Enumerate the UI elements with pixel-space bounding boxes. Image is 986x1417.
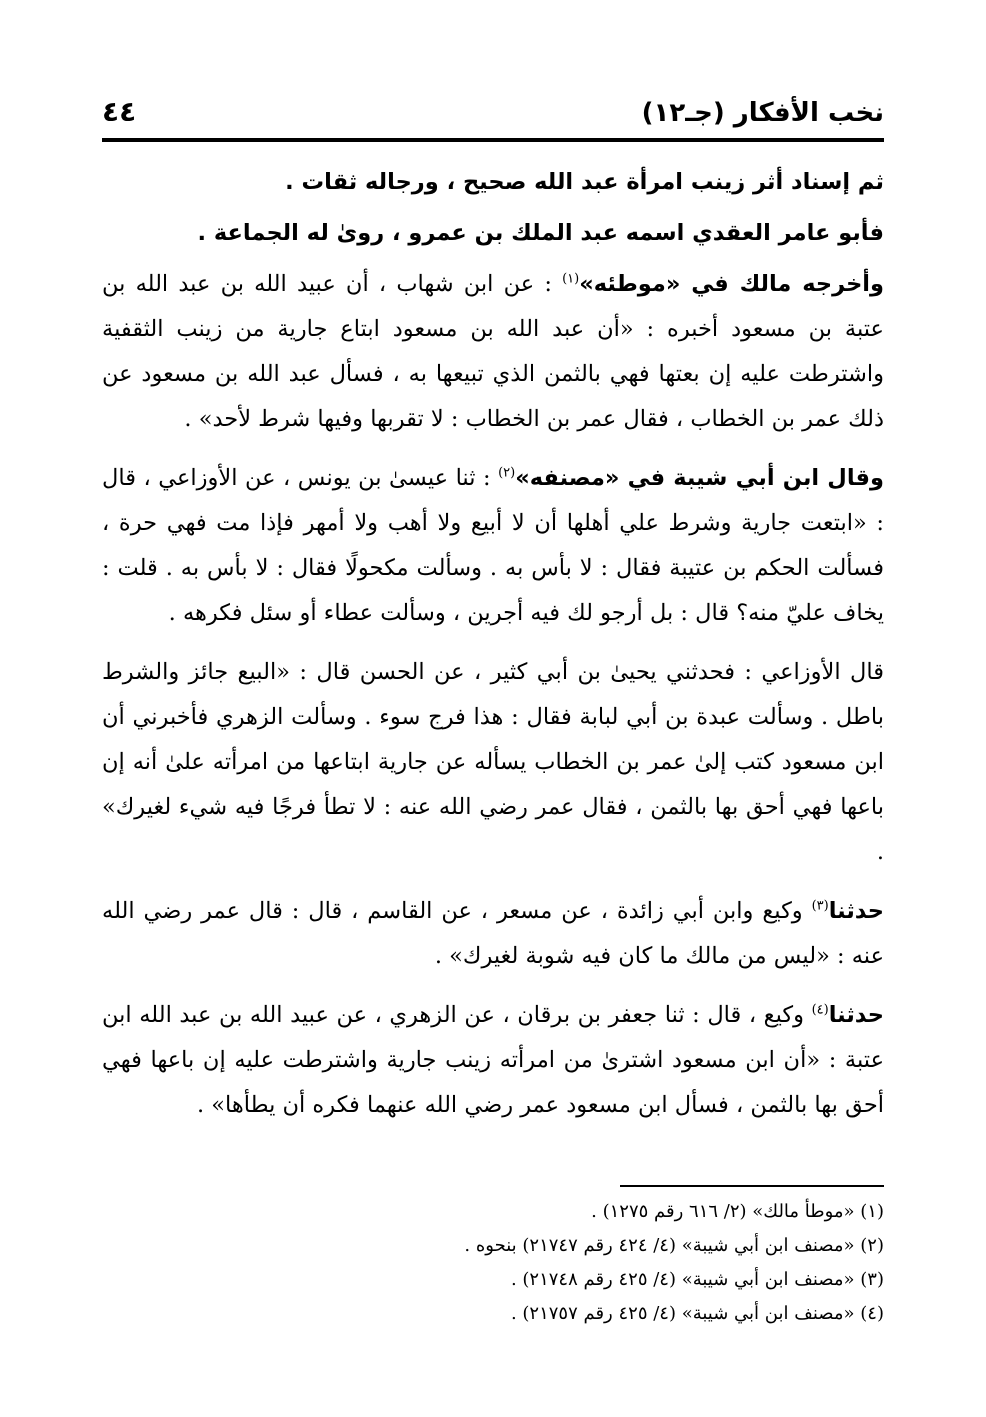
paragraph-2 [102,211,884,256]
footnote-4: (٤) «مصنف ابن أبي شيبة» (٤/ ٤٢٥ رقم ٢١٧٥٧) . [510,1303,884,1324]
paragraph-lead: وقال ابن أبي شيبة في «مصنفه» [515,465,884,491]
paragraph-3 [102,262,884,442]
paragraph-6 [102,889,884,979]
footnote-ref: (١) [562,271,580,287]
paragraph-text: وكيع وابن أبي زائدة ، عن مسعر ، عن القاسم ، قال : قال عمر رضي الله عنه : «ليس من مالك ما كان فيه شوبة لغيرك» . [102,898,884,969]
page-number: ٤٤ [102,95,137,128]
paragraph-4 [102,456,884,636]
page-header [102,86,884,128]
paragraph-7 [102,993,884,1128]
paragraph-1 [102,160,884,205]
footnote-ref: (٣) [811,898,829,914]
footnote-ref: (٢) [498,465,516,481]
footnote-rule [620,1185,884,1187]
paragraph-5 [102,650,884,875]
footnote-ref: (٤) [811,1002,829,1018]
paragraph-lead: حدثنا [828,898,884,924]
paragraph-lead: وأخرجه مالك في «موطئه» [579,271,884,297]
main-text [102,160,884,1134]
footnote-1: (١) «موطأ مالك» (٢/ ٦١٦ رقم ١٢٧٥) . [591,1201,884,1222]
paragraph-text: قال الأوزاعي : فحدثني يحيىٰ بن أبي كثير ، عن الحسن قال : «البيع جائز والشرط باطل . وسألت عبدة بن أبي لبابة فقال : هذا فرج سوء . وسألت الزهري فأخبرني أن ابن مسعود كتب إلىٰ عمر بن الخطاب يسأله عن جارية ابتاعها من امرأته علىٰ أنه إن باعها فهي أحق بها بالثمن ، فقال عمر رضي الله عنه : لا تطأ فرجًا فيه شيء لغيرك» . [102,659,884,865]
paragraph-text: : عن ابن شهاب ، أن عبيد الله بن عبد الله بن عتبة بن مسعود أخبره : «أن عبد الله بن مسعود ابتاع جارية من زينب الثقفية واشترطت عليه إن بعتها فهي بالثمن الذي تبيعها به ، فسأل عبد الله بن مسعود عن ذلك عمر بن الخطاب ، فقال عمر بن الخطاب : لا تقربها وفيها شرط لأحد» . [102,271,884,432]
header-rule [102,138,884,142]
footnote-2: (٢) «مصنف ابن أبي شيبة» (٤/ ٤٢٤ رقم ٢١٧٤٧) بنحوه . [464,1235,884,1256]
paragraph-text: ثم إسناد أثر زينب امرأة عبد الله صحيح ، ورجاله ثقات . [285,169,884,195]
paragraph-text: فأبو عامر العقدي اسمه عبد الملك بن عمرو ، روىٰ له الجماعة . [197,220,884,246]
paragraph-lead: حدثنا [828,1002,884,1028]
paragraph-text: : ثنا عيسىٰ بن يونس ، عن الأوزاعي ، قال : «ابتعت جارية وشرط علي أهلها أن لا أبيع ولا أهب ولا أمهر فإذا مت فهي حرة ، فسألت الحكم بن عتيبة فقال : لا بأس به . وسألت مكحولًا فقال : لا بأس به . قلت : يخاف عليّ منه؟ قال : بل أرجو لك فيه أجرين ، وسألت عطاء أو سئل فكرهه . [102,465,884,626]
footnotes [102,1195,884,1331]
footnote-3: (٣) «مصنف ابن أبي شيبة» (٤/ ٤٢٥ رقم ٢١٧٤٨) . [510,1269,884,1290]
paragraph-text: وكيع ، قال : ثنا جعفر بن برقان ، عن الزهري ، عن عبيد الله بن عبد الله ابن عتبة : «أن ابن مسعود اشترىٰ من امرأته زينب جارية واشترطت عليه إن باعها فهي أحق بها بالثمن ، فسأل ابن مسعود عمر رضي الله عنهما فكره أن يطأها» . [102,1002,884,1118]
book-title: نخب الأفكار (جـ١٢) [641,98,884,128]
